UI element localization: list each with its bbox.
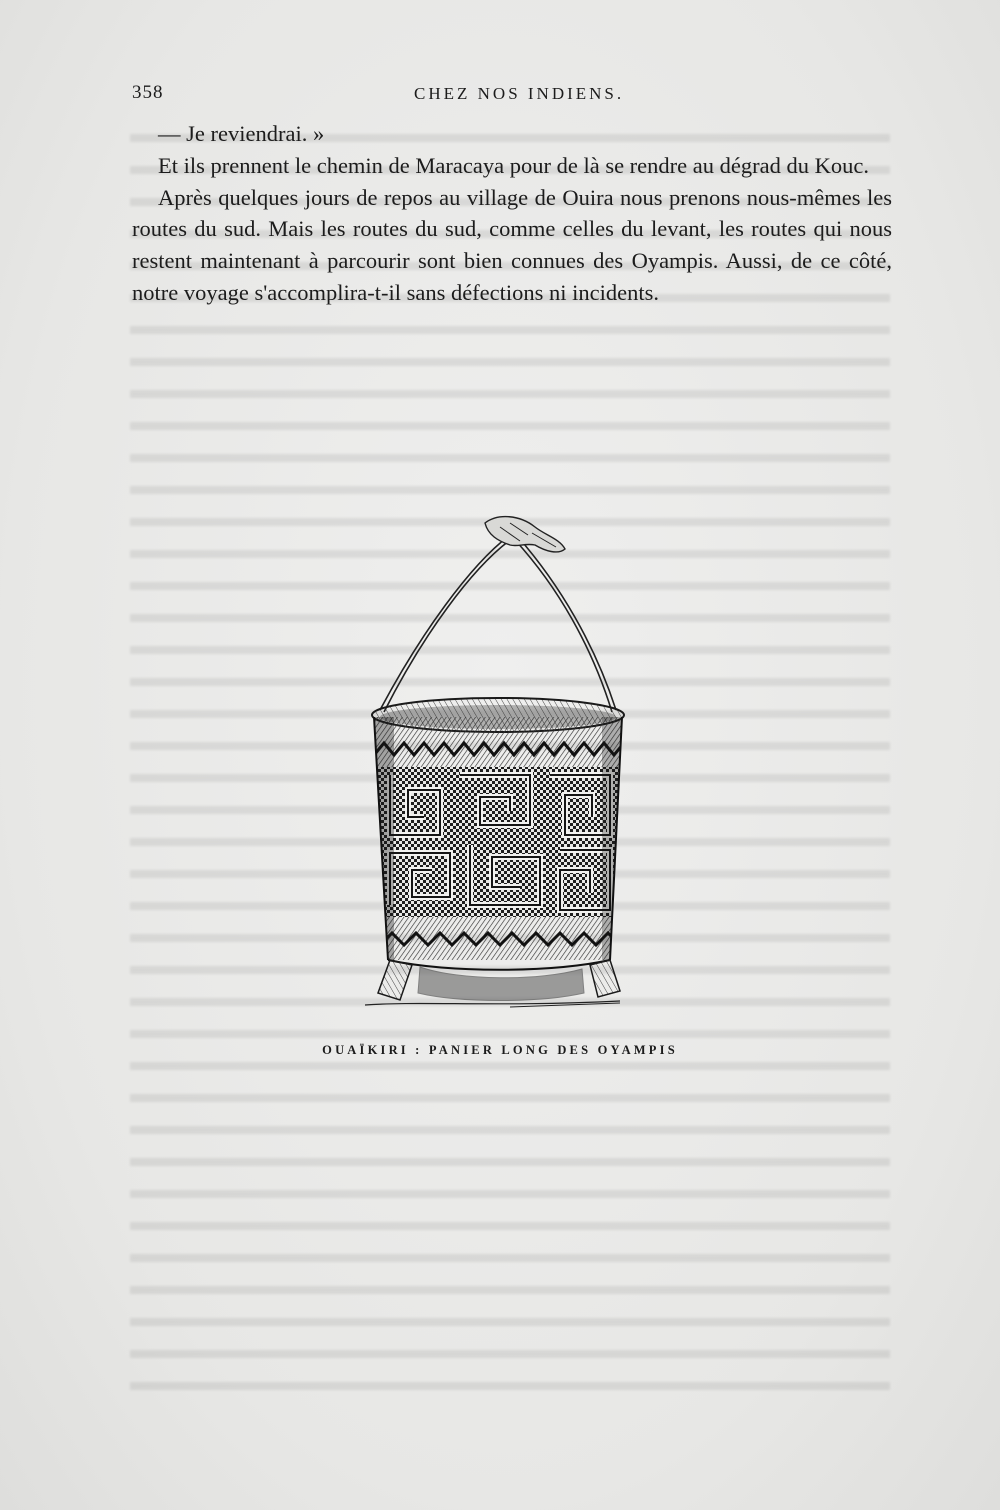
page-header	[132, 82, 892, 106]
figure-caption: OUAÏKIRI : PANIER LONG DES OYAMPIS	[322, 1043, 678, 1057]
paragraph-dialog: — Je reviendrai. »	[158, 121, 325, 146]
paragraph-journey: Après quelques jours de repos au village de Ouira nous prenons nous-mêmes les routes du sud. Mais les routes du sud, comme celles du levant, les routes qui nous restent maintenant à parcourir sont bien connues des Oyampis. Aussi, de ce côté, notre voyage s'accomplira-t-il sans défections ni incidents.	[132, 184, 892, 305]
page-number: 358	[132, 82, 164, 103]
body-text	[132, 118, 892, 309]
basket-base	[378, 960, 620, 1001]
basket-illustration	[360, 505, 635, 1020]
paragraph-departure: Et ils prennent le chemin de Maracaya pour de là se rendre au dégrad du Kouc.	[158, 152, 869, 178]
running-title: CHEZ NOS INDIENS.	[414, 84, 625, 103]
handle-cords	[380, 535, 616, 712]
